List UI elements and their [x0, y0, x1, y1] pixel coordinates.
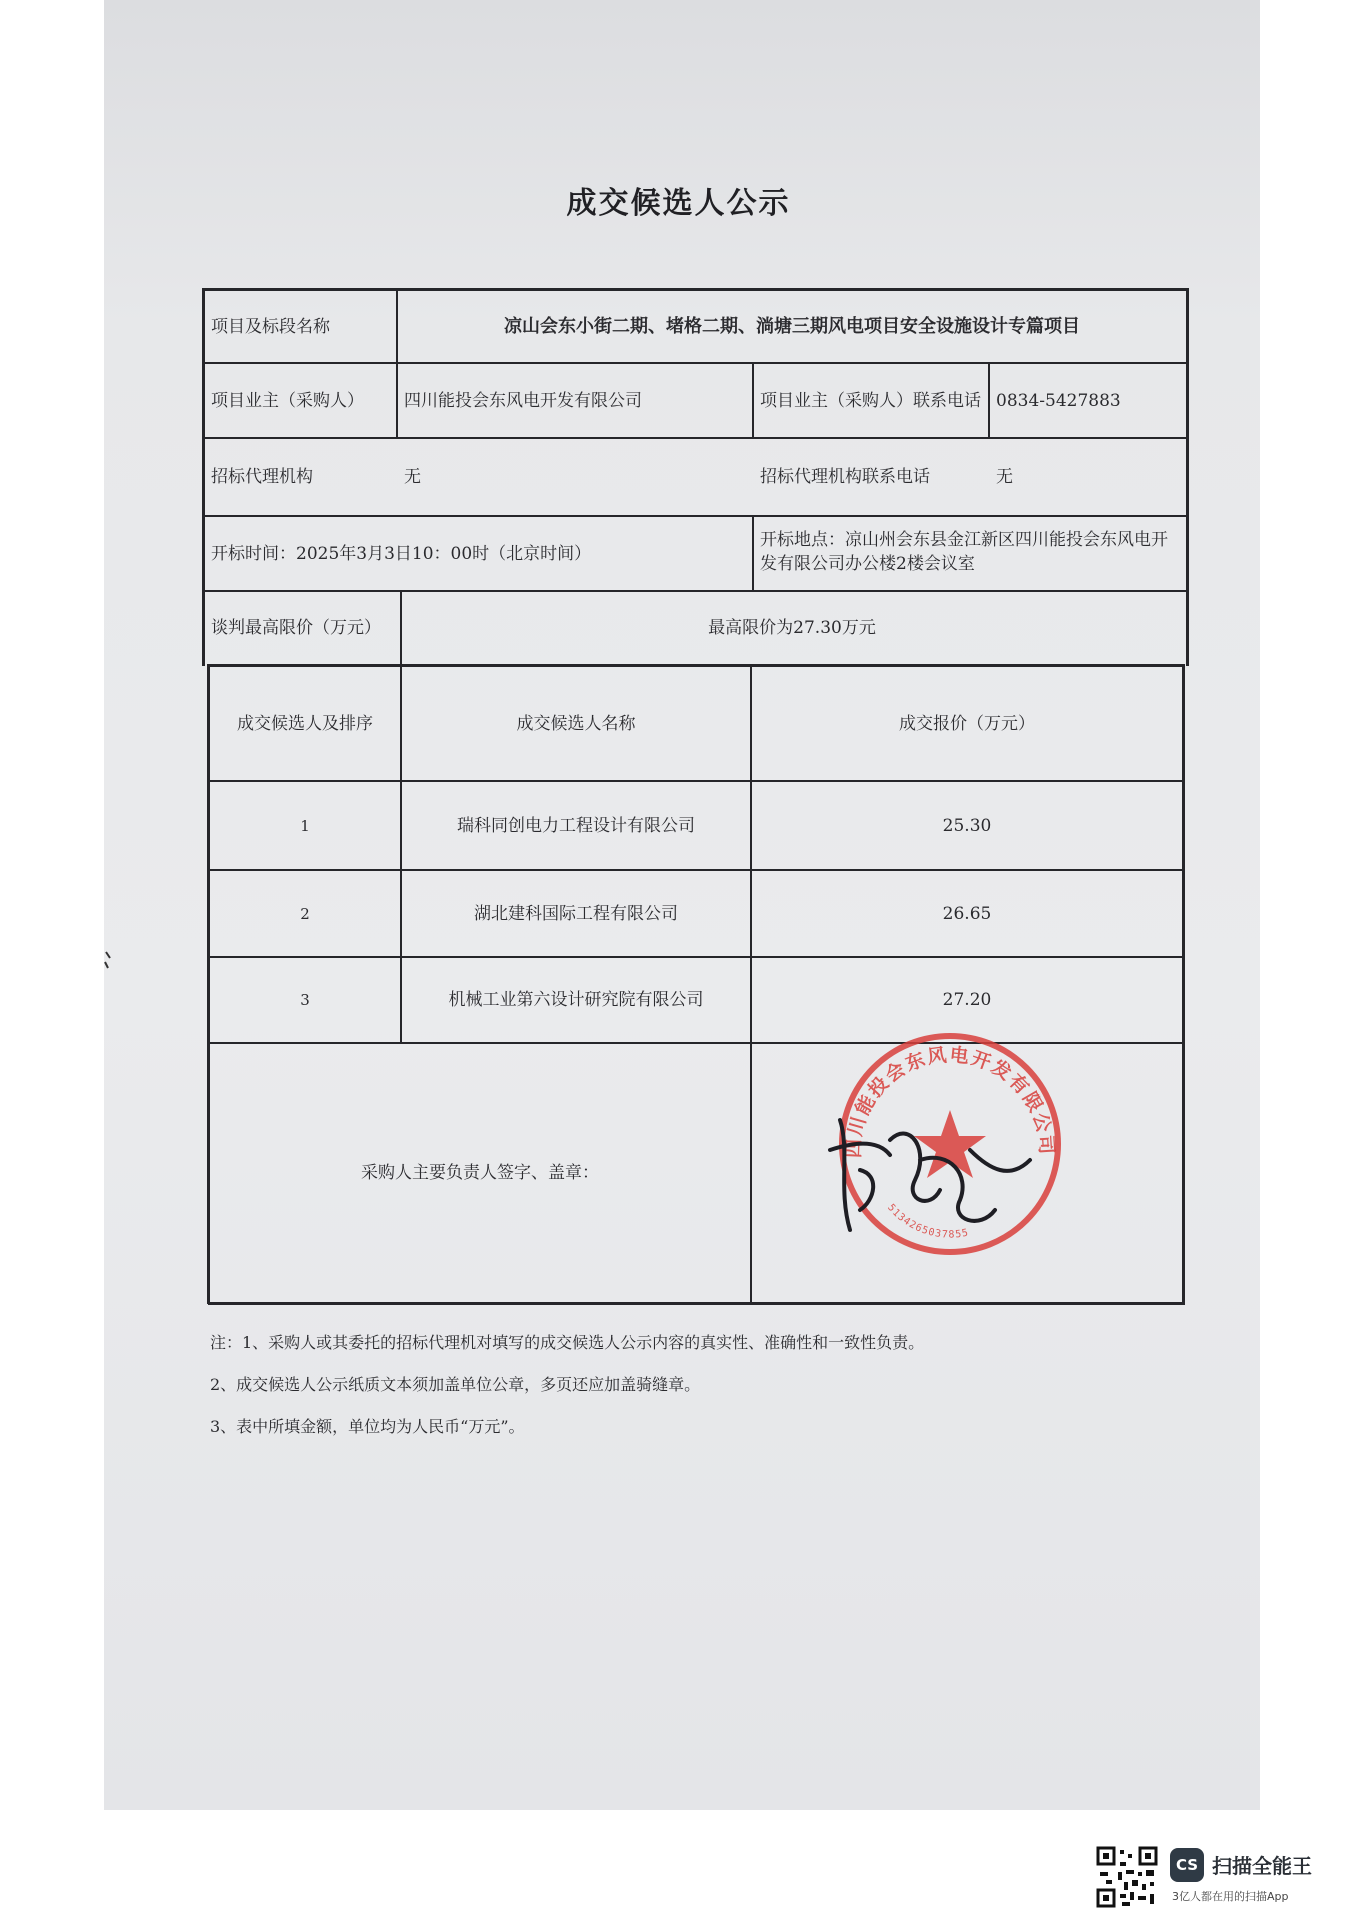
candidate-rank: 1 — [300, 816, 310, 835]
camscanner-logo: CS — [1170, 1848, 1204, 1882]
owner-label: 项目业主（采购人） — [211, 390, 364, 411]
brand-tagline: 3亿人都在用的扫描App — [1172, 1890, 1289, 1903]
seal-text: 四川能投会东风电开发有限公司 — [842, 1043, 1058, 1159]
candidate-price: 25.30 — [942, 815, 992, 836]
project-name-value: 凉山会东小街二期、堵格二期、淌塘三期风电项目安全设施设计专篇项目 — [504, 315, 1080, 337]
owner-phone-label: 项目业主（采购人）联系电话 — [760, 390, 981, 411]
candidate-price: 27.20 — [942, 990, 992, 1010]
open-time: 开标时间：2025年3月3日10：00时（北京时间） — [211, 543, 592, 564]
open-place-line2: 发有限公司办公楼2楼会议室 — [760, 554, 975, 574]
max-price-label: 谈判最高限价（万元） — [211, 618, 381, 638]
agency-label: 招标代理机构 — [211, 467, 313, 487]
agency-phone-label: 招标代理机构联系电话 — [760, 467, 930, 487]
header-price: 成交报价（万元） — [899, 713, 1035, 734]
stray-mark — [102, 950, 116, 972]
signature-label: 采购人主要负责人签字、盖章： — [361, 1163, 599, 1183]
candidate-name: 机械工业第六设计研究院有限公司 — [448, 990, 704, 1010]
candidate-name: 瑞科同创电力工程设计有限公司 — [457, 815, 695, 836]
open-place — [754, 517, 1186, 590]
owner-phone-value: 0834-5427883 — [996, 390, 1121, 411]
note-1: 注：1、采购人或其委托的招标代理机对填写的成交候选人公示内容的真实性、准确性和一致性负责。 — [210, 1333, 925, 1352]
page-title: 成交候选人公示 — [566, 186, 791, 221]
open-place-line1: 开标地点：凉山州会东县金江新区四川能投会东风电开 — [760, 530, 1168, 550]
qr-code-icon — [1096, 1846, 1158, 1908]
seal-number: 5134265037855 — [885, 1202, 971, 1241]
candidate-rank: 2 — [300, 904, 310, 923]
brand-name: 扫描全能王 — [1212, 1854, 1312, 1878]
header-name: 成交候选人名称 — [516, 713, 636, 734]
candidate-price: 26.65 — [942, 903, 992, 924]
note-2: 2、成交候选人公示纸质文本须加盖单位公章，多页还应加盖骑缝章。 — [210, 1375, 701, 1394]
agency-phone-value: 无 — [996, 467, 1013, 487]
max-price-value: 最高限价为27.30万元 — [708, 618, 876, 638]
note-3: 3、表中所填金额，单位均为人民币“万元”。 — [210, 1417, 525, 1436]
header-rank: 成交候选人及排序 — [237, 713, 373, 734]
owner-value: 四川能投会东风电开发有限公司 — [404, 390, 642, 411]
agency-value: 无 — [404, 467, 421, 487]
project-name-label: 项目及标段名称 — [211, 316, 330, 337]
candidate-rank: 3 — [300, 991, 310, 1009]
candidate-name: 湖北建科国际工程有限公司 — [474, 903, 678, 924]
handwritten-signature — [820, 1080, 1050, 1260]
